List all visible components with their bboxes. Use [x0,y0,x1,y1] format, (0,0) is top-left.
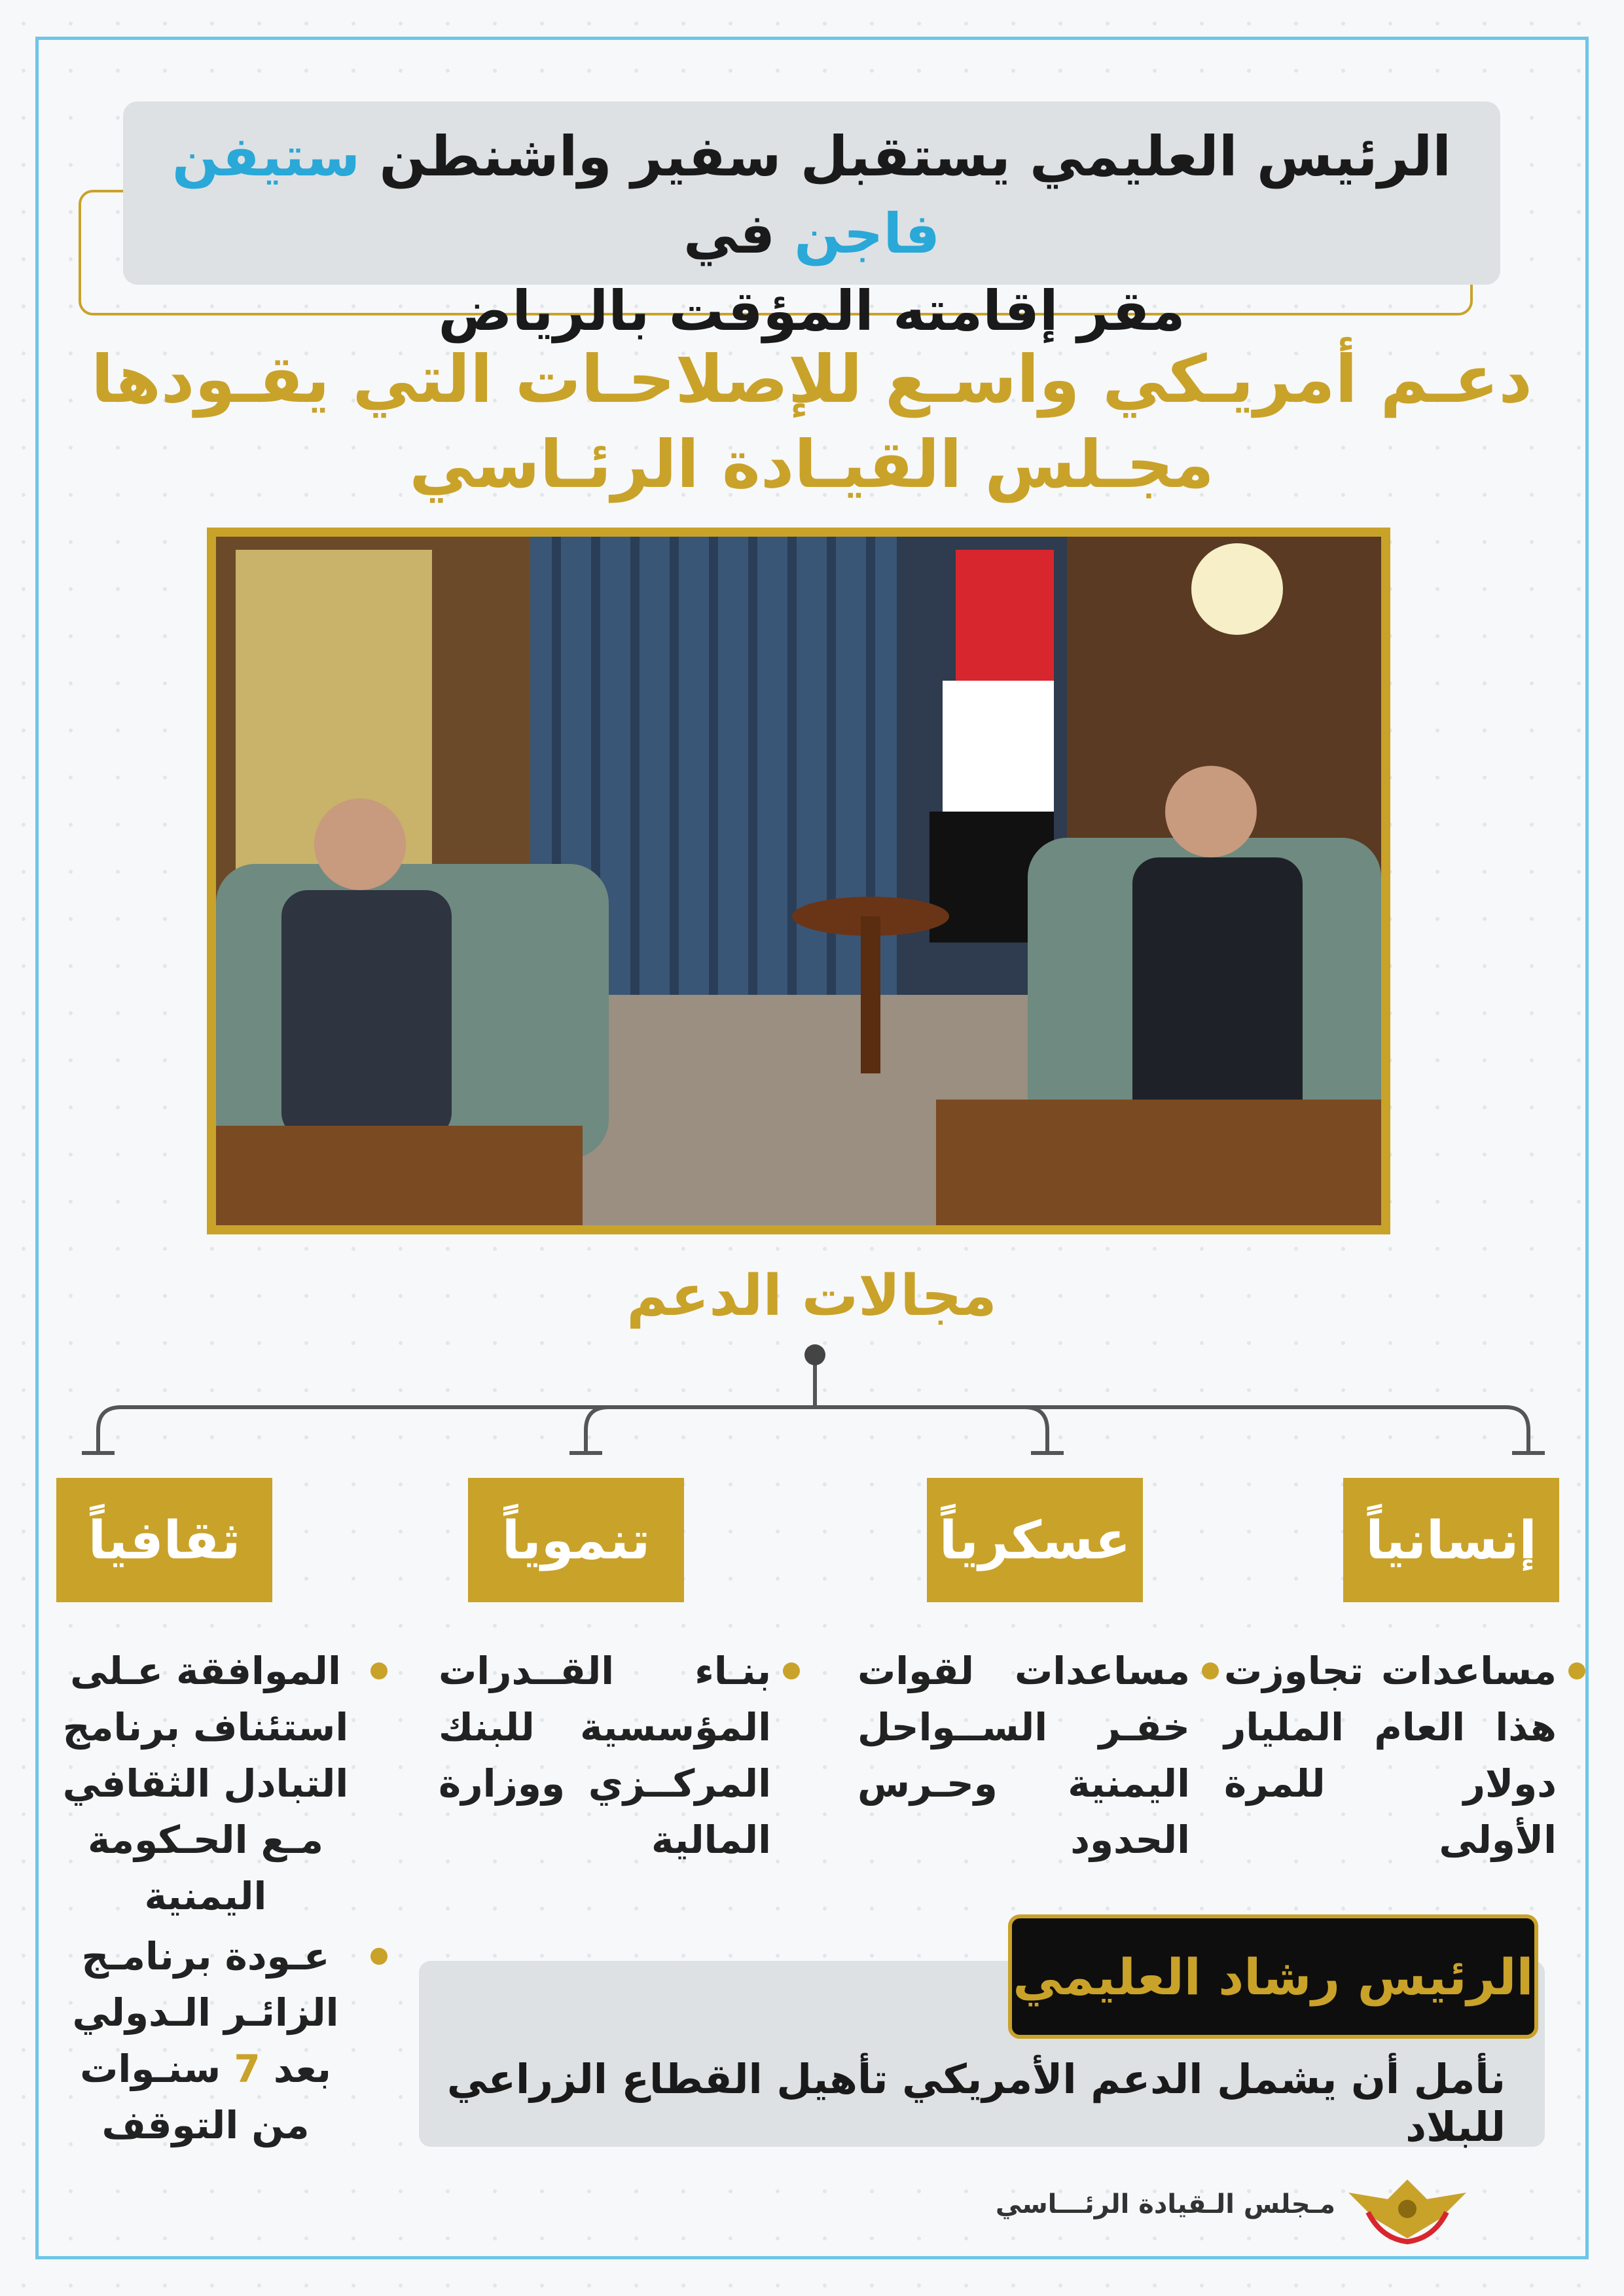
areas-title: مجالات الدعم [626,1263,997,1329]
category-cultural: ثقافياً [56,1478,272,1602]
cultural-points [52,1643,360,2153]
headline-part2: في [683,202,795,266]
eagle-emblem-icon [1342,2173,1473,2245]
subtitle [79,337,1545,507]
bullet-icon [1568,1662,1585,1679]
subtitle-line1: دعـم أمريـكي واسـع للإصلاحـات التي يقـودها [91,341,1532,418]
list-item: بنـاء القــدرات المؤسسية للبنك المركــزي ووزارة المالية [439,1643,772,1868]
bullet-icon [370,1662,388,1679]
headline-part1: الرئيس العليمي يستقبل سفير واشنطن [360,124,1452,188]
subtitle-line2: مجـلس القيـادة الرئـاسي [409,426,1214,503]
headline-highlight: ستيفن فاجن [171,124,940,266]
category-development: تنموياً [468,1478,684,1602]
category-military: عسكرياً [927,1478,1143,1602]
meeting-photo [207,528,1390,1234]
footer-org-name: مـجلس الـقيادة الرئـــاسي [995,2189,1335,2219]
quote-text: نأمل أن يشمل الدعم الأمريكي تأهيل القطاع الزراعي للبلاد [446,2055,1506,2151]
list-item: مساعدات لقوات خفـر الســواحل اليمنية وحـرس الحدود [857,1643,1191,1868]
list-item: الموافقة عـلى استئناف برنامج التبادل الثقافي مـع الحـكومة اليمنية [52,1643,360,1924]
military-points [857,1643,1191,1868]
quote-speaker: الرئيس رشاد العليمي [1008,1914,1538,2039]
list-item: عـودة برنامـج الزائـر الـدولي بعد 7 سنـوات من التوقف [52,1928,360,2153]
bullet-icon [1202,1662,1219,1679]
years-number: 7 [234,2047,261,2091]
category-humanitarian: إنسانياً [1343,1478,1559,1602]
bullet-icon [783,1662,800,1679]
headline [131,118,1492,350]
headline-line2: مقر إقامته المؤقت بالرياض [438,279,1185,343]
humanitarian-points [1224,1643,1558,1868]
list-item: مساعدات تجاوزت هذا العام المليار دولار للمرة الأولى [1224,1643,1558,1868]
development-points [439,1643,772,1868]
tree-connector [0,1335,1624,1460]
bullet-icon [370,1948,388,1965]
